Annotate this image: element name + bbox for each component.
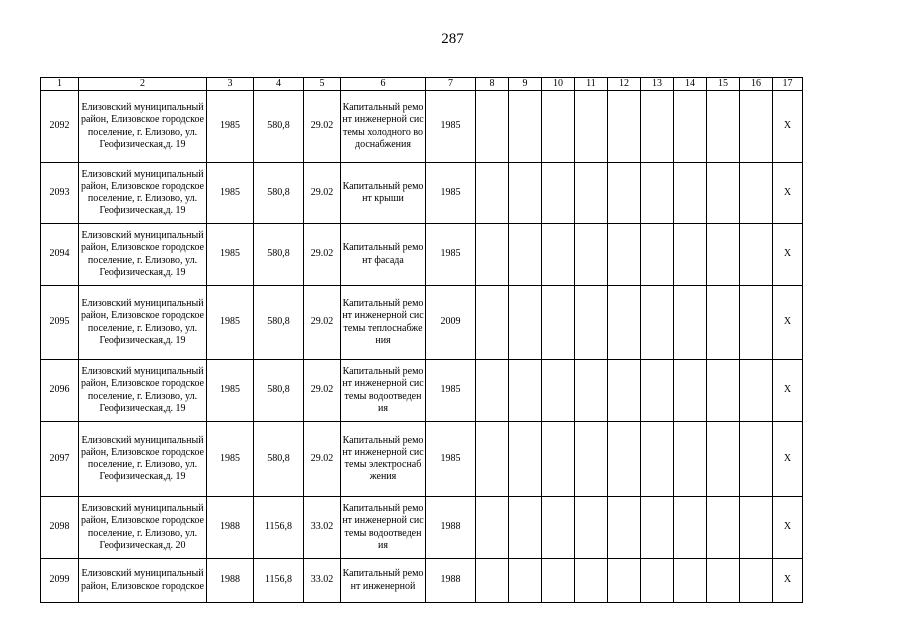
build-year-cell: 1988 <box>207 559 254 603</box>
mark-cell: X <box>773 360 803 422</box>
column-header: 6 <box>341 78 426 91</box>
column-header: 3 <box>207 78 254 91</box>
empty-cell <box>740 224 773 286</box>
empty-cell <box>641 91 674 163</box>
empty-cell <box>707 224 740 286</box>
mark-cell: X <box>773 422 803 497</box>
empty-cell <box>476 91 509 163</box>
row-number: 2096 <box>41 360 79 422</box>
row-number: 2093 <box>41 163 79 224</box>
rate-cell: 33.02 <box>304 497 341 559</box>
empty-cell <box>608 286 641 360</box>
empty-cell <box>707 559 740 603</box>
repair-year-cell: 1988 <box>426 497 476 559</box>
column-header: 10 <box>542 78 575 91</box>
empty-cell <box>476 559 509 603</box>
table-body <box>41 91 803 603</box>
column-header: 16 <box>740 78 773 91</box>
row-number: 2098 <box>41 497 79 559</box>
empty-cell <box>476 497 509 559</box>
empty-cell <box>509 286 542 360</box>
empty-cell <box>707 286 740 360</box>
repair-year-cell: 1985 <box>426 91 476 163</box>
empty-cell <box>542 91 575 163</box>
empty-cell <box>542 360 575 422</box>
empty-cell <box>509 497 542 559</box>
empty-cell <box>509 224 542 286</box>
work-type-cell: Капитальный ремонт инженерной системы водоотведения <box>341 497 426 559</box>
rate-cell: 29.02 <box>304 360 341 422</box>
row-number: 2092 <box>41 91 79 163</box>
empty-cell <box>575 163 608 224</box>
empty-cell <box>707 497 740 559</box>
empty-cell <box>509 360 542 422</box>
empty-cell <box>575 286 608 360</box>
empty-cell <box>674 224 707 286</box>
area-cell: 580,8 <box>254 286 304 360</box>
area-cell: 1156,8 <box>254 497 304 559</box>
table-row <box>41 360 803 422</box>
build-year-cell: 1985 <box>207 286 254 360</box>
empty-cell <box>674 163 707 224</box>
work-type-cell: Капитальный ремонт инженерной системы теплоснабжения <box>341 286 426 360</box>
build-year-cell: 1985 <box>207 360 254 422</box>
address-cell: Елизовский муниципальный район, Елизовское городское поселение, г. Елизово, ул. Геофизическая,д. 19 <box>79 224 207 286</box>
table-row <box>41 286 803 360</box>
address-cell: Елизовский муниципальный район, Елизовское городское поселение, г. Елизово, ул. Геофизическая,д. 19 <box>79 360 207 422</box>
empty-cell <box>641 360 674 422</box>
address-cell: Елизовский муниципальный район, Елизовское городское поселение, г. Елизово, ул. Геофизическая,д. 19 <box>79 286 207 360</box>
row-number: 2097 <box>41 422 79 497</box>
rate-cell: 33.02 <box>304 559 341 603</box>
empty-cell <box>476 224 509 286</box>
address-cell: Елизовский муниципальный район, Елизовское городское поселение, г. Елизово, ул. Геофизическая,д. 20 <box>79 497 207 559</box>
column-header: 5 <box>304 78 341 91</box>
empty-cell <box>575 360 608 422</box>
table-row <box>41 559 803 603</box>
empty-cell <box>608 91 641 163</box>
empty-cell <box>608 422 641 497</box>
table-row <box>41 422 803 497</box>
empty-cell <box>641 163 674 224</box>
work-type-cell: Капитальный ремонт инженерной системы электроснабжения <box>341 422 426 497</box>
area-cell: 580,8 <box>254 91 304 163</box>
column-header: 12 <box>608 78 641 91</box>
column-header: 4 <box>254 78 304 91</box>
empty-cell <box>740 497 773 559</box>
empty-cell <box>641 422 674 497</box>
area-cell: 1156,8 <box>254 559 304 603</box>
empty-cell <box>674 286 707 360</box>
empty-cell <box>740 422 773 497</box>
empty-cell <box>707 91 740 163</box>
column-header: 11 <box>575 78 608 91</box>
rate-cell: 29.02 <box>304 422 341 497</box>
empty-cell <box>575 497 608 559</box>
address-cell: Елизовский муниципальный район, Елизовское городское поселение, г. Елизово, ул. Геофизическая,д. 19 <box>79 163 207 224</box>
mark-cell: X <box>773 91 803 163</box>
address-cell: Елизовский муниципальный район, Елизовское городское поселение, г. Елизово, ул. Геофизическая,д. 19 <box>79 91 207 163</box>
page-number: 287 <box>441 31 464 47</box>
build-year-cell: 1985 <box>207 163 254 224</box>
empty-cell <box>641 224 674 286</box>
table-row <box>41 497 803 559</box>
empty-cell <box>707 163 740 224</box>
repair-year-cell: 1985 <box>426 422 476 497</box>
empty-cell <box>641 497 674 559</box>
empty-cell <box>674 360 707 422</box>
rate-cell: 29.02 <box>304 163 341 224</box>
mark-cell: X <box>773 497 803 559</box>
empty-cell <box>740 286 773 360</box>
empty-cell <box>608 163 641 224</box>
empty-cell <box>608 224 641 286</box>
area-cell: 580,8 <box>254 422 304 497</box>
row-number: 2095 <box>41 286 79 360</box>
empty-cell <box>674 497 707 559</box>
column-header: 8 <box>476 78 509 91</box>
empty-cell <box>575 91 608 163</box>
empty-cell <box>476 163 509 224</box>
empty-cell <box>740 559 773 603</box>
empty-cell <box>608 559 641 603</box>
empty-cell <box>542 497 575 559</box>
empty-cell <box>575 422 608 497</box>
repair-program-table <box>40 77 803 603</box>
work-type-cell: Капитальный ремонт крыши <box>341 163 426 224</box>
area-cell: 580,8 <box>254 163 304 224</box>
empty-cell <box>707 360 740 422</box>
column-header: 1 <box>41 78 79 91</box>
empty-cell <box>476 422 509 497</box>
rate-cell: 29.02 <box>304 224 341 286</box>
row-number: 2099 <box>41 559 79 603</box>
empty-cell <box>575 559 608 603</box>
column-header: 2 <box>79 78 207 91</box>
empty-cell <box>608 360 641 422</box>
empty-cell <box>542 286 575 360</box>
build-year-cell: 1985 <box>207 422 254 497</box>
mark-cell: X <box>773 559 803 603</box>
build-year-cell: 1988 <box>207 497 254 559</box>
work-type-cell: Капитальный ремонт фасада <box>341 224 426 286</box>
mark-cell: X <box>773 286 803 360</box>
empty-cell <box>641 286 674 360</box>
work-type-cell: Капитальный ремонт инженерной системы холодного водоснабжения <box>341 91 426 163</box>
empty-cell <box>476 286 509 360</box>
empty-cell <box>509 422 542 497</box>
empty-cell <box>575 224 608 286</box>
column-header: 13 <box>641 78 674 91</box>
table-row <box>41 91 803 163</box>
work-type-cell: Капитальный ремонт инженерной <box>341 559 426 603</box>
mark-cell: X <box>773 163 803 224</box>
mark-cell: X <box>773 224 803 286</box>
empty-cell <box>674 422 707 497</box>
empty-cell <box>740 91 773 163</box>
column-header: 7 <box>426 78 476 91</box>
empty-cell <box>542 559 575 603</box>
empty-cell <box>476 360 509 422</box>
empty-cell <box>740 360 773 422</box>
column-header: 9 <box>509 78 542 91</box>
column-header: 17 <box>773 78 803 91</box>
table-row <box>41 163 803 224</box>
header-row <box>41 78 803 91</box>
empty-cell <box>542 224 575 286</box>
repair-year-cell: 1985 <box>426 360 476 422</box>
table-row <box>41 224 803 286</box>
column-header: 14 <box>674 78 707 91</box>
column-header: 15 <box>707 78 740 91</box>
empty-cell <box>509 91 542 163</box>
build-year-cell: 1985 <box>207 224 254 286</box>
empty-cell <box>509 559 542 603</box>
empty-cell <box>608 497 641 559</box>
build-year-cell: 1985 <box>207 91 254 163</box>
address-cell: Елизовский муниципальный район, Елизовское городское <box>79 559 207 603</box>
repair-year-cell: 1988 <box>426 559 476 603</box>
address-cell: Елизовский муниципальный район, Елизовское городское поселение, г. Елизово, ул. Геофизическая,д. 19 <box>79 422 207 497</box>
empty-cell <box>542 163 575 224</box>
row-number: 2094 <box>41 224 79 286</box>
repair-year-cell: 1985 <box>426 163 476 224</box>
repair-year-cell: 1985 <box>426 224 476 286</box>
empty-cell <box>641 559 674 603</box>
empty-cell <box>542 422 575 497</box>
area-cell: 580,8 <box>254 360 304 422</box>
empty-cell <box>674 559 707 603</box>
empty-cell <box>740 163 773 224</box>
empty-cell <box>674 91 707 163</box>
repair-year-cell: 2009 <box>426 286 476 360</box>
rate-cell: 29.02 <box>304 91 341 163</box>
rate-cell: 29.02 <box>304 286 341 360</box>
area-cell: 580,8 <box>254 224 304 286</box>
empty-cell <box>509 163 542 224</box>
work-type-cell: Капитальный ремонт инженерной системы водоотведения <box>341 360 426 422</box>
empty-cell <box>707 422 740 497</box>
